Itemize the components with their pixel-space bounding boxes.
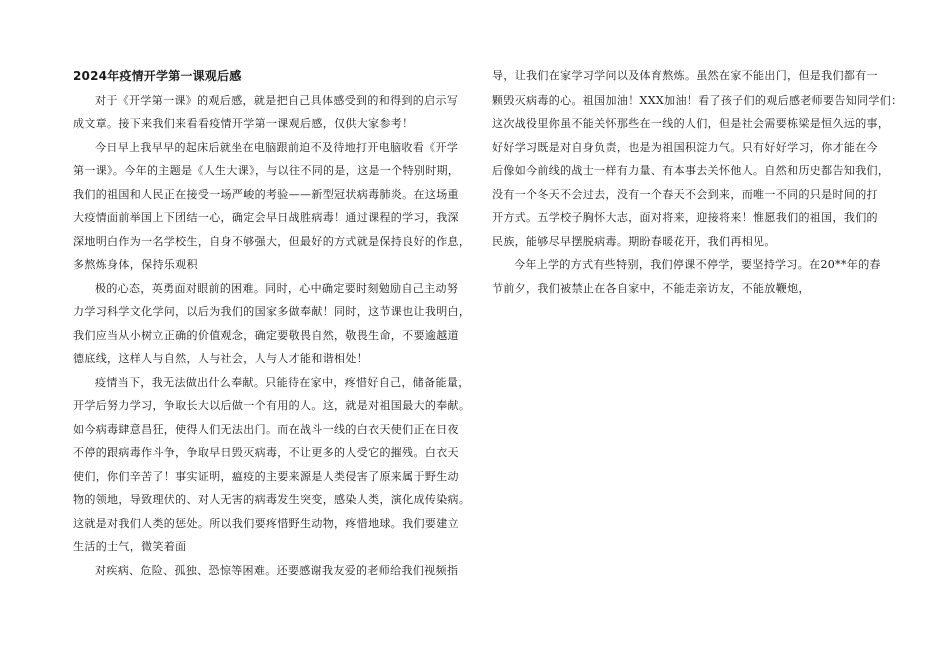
text-line: 节前夕，我们被禁止在各自家中，不能走亲访友，不能放鞭炮， (492, 282, 810, 295)
text-line: 多熬炼身体，保持乐观积 (73, 258, 198, 271)
text-line: 没有一个冬天不会过去，没有一个春天不会到来，而唯一不同的只是时间的打 (492, 188, 878, 201)
text-line: 深地明白作为一名学校生，自身不够强大，但最好的方式就是保持良好的作息， (73, 235, 471, 248)
text-line: 我们应当从小树立正确的价值观念，确定要敬畏自然，敬畏生命，不要逾越道 (73, 329, 459, 342)
text-line: 疫情当下，我无法做出什么奉献。只能待在家中，疼惜好自己，储备能量， (95, 376, 470, 389)
text-line: 今年上学的方式有些特别，我们停课不停学，要坚持学习。在20**年的春 (514, 258, 881, 271)
text-line: 德底线，这样人与自然，人与社会，人与人才能和谐相处！ (73, 352, 369, 365)
text-line: 第一课》。今年的主题是《人生大课》，与以往不同的是，这是一个特别时期， (73, 164, 460, 177)
text-line: 不停的跟病毒作斗争，争取早日毁灭病毒，不让更多的人受它的摧残。白衣天 (73, 446, 459, 459)
text-line: 力学习科学文化学问，以后为我们的国家多做奉献！同时，这节课也让我明白， (73, 305, 471, 318)
text-line: 生活的士气，微笑着面 (73, 540, 187, 553)
text-line: 成文章。接下来我们来看看疫情开学第一课观后感，仅供大家参考！ (73, 117, 414, 130)
text-line: 对疾病、危险、孤独、恐惊等困难。还要感谢我友爱的老师给我们视频指 (95, 564, 459, 577)
text-line: 如今病毒肆意昌狂，使得人们无法出门。而在战斗一线的白衣天使们正在日夜 (73, 423, 459, 436)
text-line: 颗毁灭病毒的心。祖国加油！XXX加油！看了孩子们的观后感老师要告知同学们： (492, 94, 903, 107)
text-line: 这次战役里你虽不能关怀那些在一线的人们，但是社会需要栋梁是恒久远的事， (492, 117, 890, 130)
text-line: 后像如今前线的战士一样有力量、有本事去关怀他人。自然和历史都告知我们， (492, 164, 890, 177)
text-line: 物的领地，导致理伏的、对人无害的病毒发生突变，感染人类，演化成传染病。 (73, 493, 471, 506)
text-line: 极的心态，英勇面对眼前的困难。同时，心中确定要时刻勉励自己主动努 (95, 282, 459, 295)
text-line: 好好学习既是对自身负责，也是为祖国积淀力气。只有好好学习，你才能在今 (492, 141, 878, 154)
text-line: 开方式。五学校子胸怀大志，面对将来，迎接将来！惟愿我们的祖国，我们的 (492, 211, 878, 224)
text-line: 我们的祖国和人民正在接受一场严峻的考验——新型冠状病毒肺炎。在这场重 (73, 188, 459, 201)
text-line: 这就是对我们人类的惩处。所以我们要疼惜野生动物，疼惜地球。我们要建立 (73, 517, 459, 530)
text-line: 今日早上我早早的起床后就坐在电脑跟前迫不及待地打开电脑收看《开学 (95, 141, 459, 154)
text-line: 民族，能够尽早摆脱病毒。期盼春暖花开，我们再相见。 (492, 235, 776, 248)
text-line: 导，让我们在家学习学问以及体育熬炼。虽然在家不能出门，但是我们都有一 (492, 69, 878, 82)
text-line: 对于《开学第一课》的观后感，就是把自己具体感受到的和得到的启示写 (95, 94, 459, 107)
text-line: 使们，你们辛苦了！事实证明，瘟疫的主要来源是人类侵害了原来属于野生动 (73, 470, 459, 483)
document-title: 2024年疫情开学第一课观后感 (73, 69, 242, 83)
text-line: 开学后努力学习，争取长大以后做一个有用的人。这，就是对祖国最大的奉献。 (73, 399, 471, 412)
text-line: 大疫情面前举国上下团结一心，确定会早日战胜病毒！通过课程的学习，我深 (73, 211, 459, 224)
